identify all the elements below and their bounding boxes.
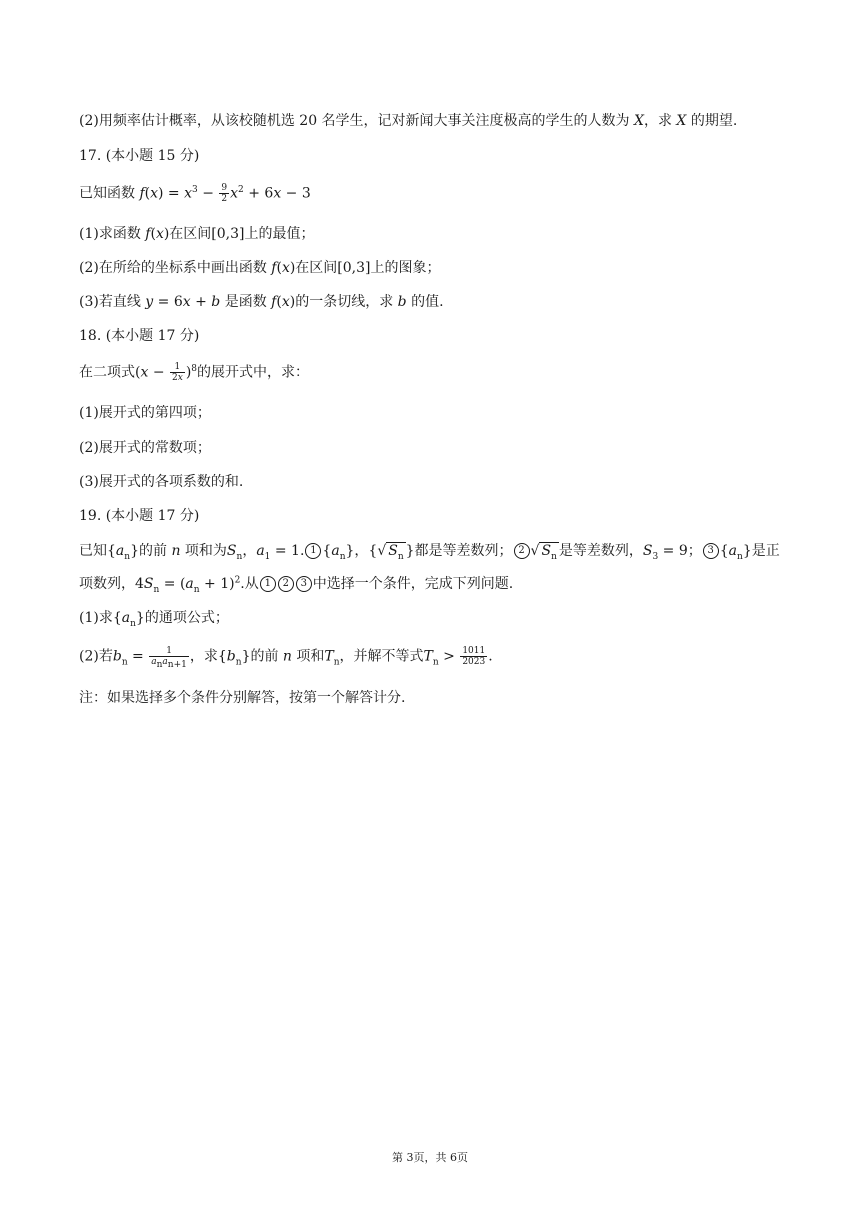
q18-heading: 18. (本小题 17 分) xyxy=(79,328,200,344)
q17-part2: (2)在所给的坐标系中画出函数 f(x)在区间[0,3]上的图象； xyxy=(79,260,441,276)
q17-function: 已知函数 $f(x) = x^3$ − $\frac{9}{2}$ $x^2 + 6x - 3$ xyxy=(79,183,311,204)
q17-heading: 17. (本小题 15 分) xyxy=(79,148,200,164)
q17-part1: (1)求函数 f(x)在区间[0,3]上的最值； xyxy=(79,226,315,242)
q19-part2: (2)若$b_n$ = $\frac{1}{a_na_{n+1}}$ ，求$\{b_n\}$的前 n 项和$T_n$，并解不等式$T_n$ > $\frac{1011}{2023}$ . xyxy=(79,646,493,670)
q19-condition-line2: 项数列，$4S_n = (a_n + 1)^2$.从 1 2 3 中选择一个条件，完成下列问题. xyxy=(79,575,514,595)
q19-note: 注：如果选择多个条件分别解答，按第一个解答计分. xyxy=(79,690,406,706)
page-footer: 第 3页，共 6页 xyxy=(392,1151,468,1164)
q18-part3: (3)展开式的各项系数的和. xyxy=(79,474,244,490)
q19-part1: (1)求$\{a_n\}$的通项公式； xyxy=(79,610,229,629)
q19-heading: 19. (本小题 17 分) xyxy=(79,508,200,524)
q18-binomial: 在二项式(x − $\frac{1}{2x}$ )$^8$的展开式中，求： xyxy=(79,362,310,383)
q17-part3: (3)若直线 y = 6x + b 是函数 f(x)的一条切线，求 b 的值. xyxy=(79,294,444,310)
q18-part2: (2)展开式的常数项； xyxy=(79,440,211,456)
q16-part2: (2)用频率估计概率，从该校随机选 20 名学生，记对新闻大事关注度极高的学生的人数为 X，求 X 的期望. xyxy=(79,113,738,129)
q18-part1: (1)展开式的第四项； xyxy=(79,405,211,421)
q19-condition-line1: 已知$\{a_n\}$的前 n 项和为$S_n$，$a_1 = 1$. 1 $\{a_n\}$，{√ $S_n$ }都是等差数列； 2 √ $S_n$ 是等差数列，$S_3 = 9$； 3 $\{a_n\}$是正 xyxy=(79,543,780,562)
